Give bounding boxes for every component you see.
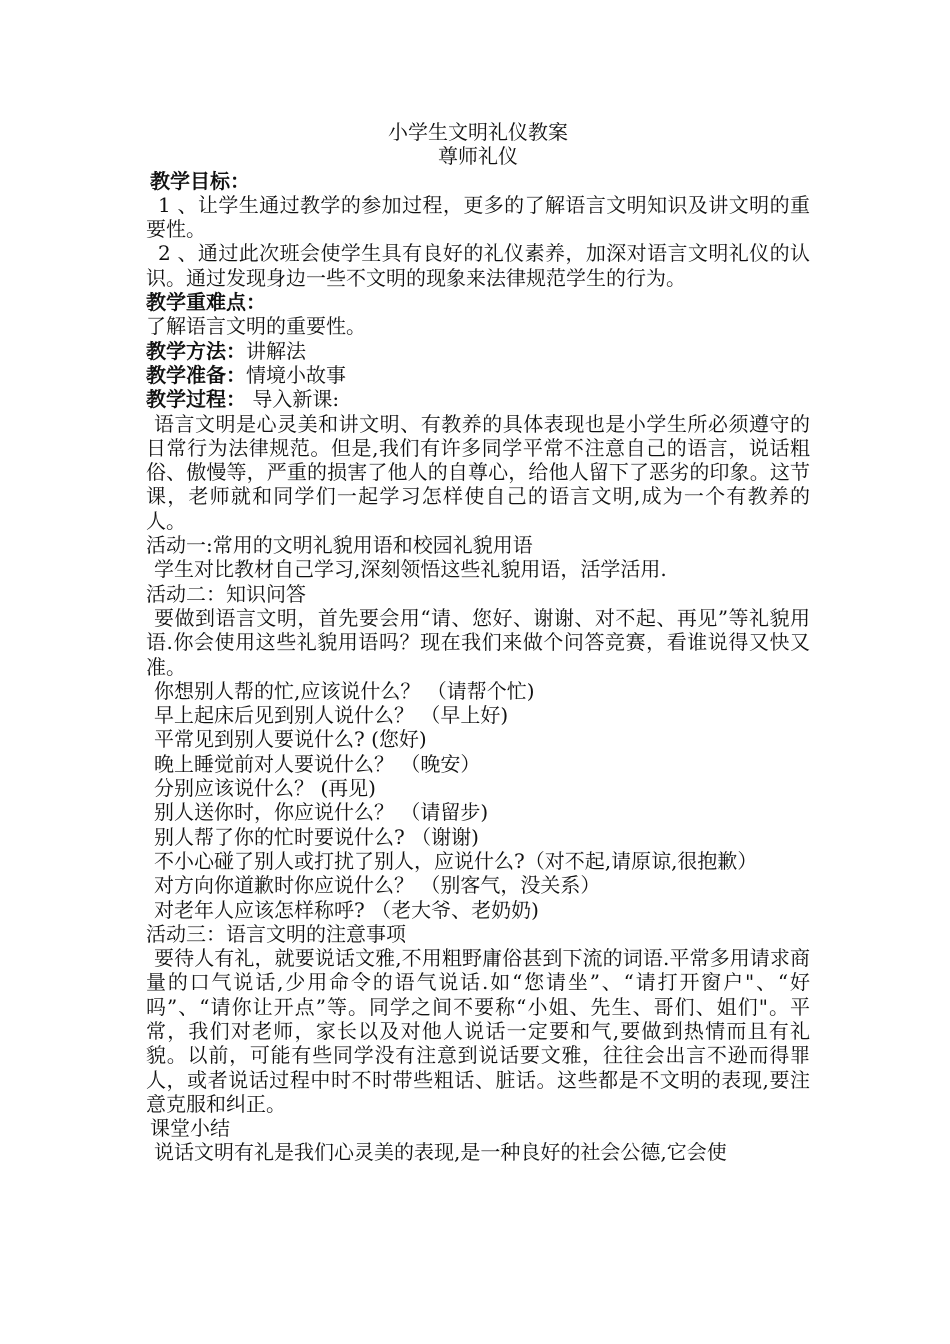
key-points-heading: 教学重难点： — [146, 290, 266, 315]
activity3-text: 要待人有礼，就要说话文雅,不用粗野庸俗甚到下流的词语.平常多用请求商量的口气说话,少用命令的语气说话.如“您请坐”、“请打开窗户"、“好吗”、“请你让开点”等。同学之间不要称“小姐、先生、哥们、姐们"。平常，我们对老师，家长以及对他人说话一定要和气,要做到热情而且有礼貌。以前，可能有些同学没有注意到说话要文雅，往往会出言不逊而得罪人，或者说话过程中时不时带些粗话、脏话。这些都是不文明的表现,要注意克服和纠正。 — [146, 946, 810, 1116]
qa-item: 不小心碰了别人或打扰了别人，应说什么?（对不起,请原谅,很抱歉） — [154, 848, 758, 873]
document-title: 小学生文明礼仪教案 — [388, 120, 568, 144]
activity2-heading: 活动二：知识问答 — [146, 581, 306, 606]
key-points-text: 了解语言文明的重要性。 — [146, 314, 366, 339]
qa-item: 早上起床后见到别人说什么？ （早上好) — [154, 703, 509, 728]
objective-1: 1 、让学生通过教学的参加过程，更多的了解语言文明知识及讲文明的重要性。 — [146, 192, 810, 242]
objectives-heading: 教学目标： — [150, 168, 250, 193]
qa-item: 分别应该说什么？ (再见) — [154, 776, 376, 801]
method-line: 教学方法：讲解法 — [146, 338, 306, 363]
activity2-text: 要做到语言文明，首先要会用“请、您好、谢谢、对不起、再见”等礼貌用语.你会使用这些礼貌用语吗？现在我们来做个问答竞赛，看谁说得又快又准。 — [146, 605, 810, 679]
activity1-heading: 活动一:常用的文明礼貌用语和校园礼貌用语 — [146, 533, 533, 558]
qa-item: 对方向你道歉时你应说什么？ （别客气，没关系） — [154, 873, 601, 898]
document-subtitle: 尊师礼仪 — [438, 144, 518, 169]
document-page — [146, 120, 810, 1165]
objective-2: 2 、通过此次班会使学生具有良好的礼仪素养，加深对语言文明礼仪的认识。通过发现身边一些不文明的现象来法律规范学生的行为。 — [146, 241, 810, 290]
qa-item: 别人帮了你的忙时要说什么? （谢谢) — [154, 824, 479, 849]
intro-paragraph: 语言文明是心灵美和讲文明、有教养的具体表现也是小学生所必须遵守的日常行为法律规范。但是,我们有许多同学平常不注意自己的语言，说话粗俗、傲慢等，严重的损害了他人的自尊心，给他人留下了恶劣的印象。这节课，老师就和同学们一起学习怎样使自己的语言文明,成为一个有教养的人。 — [146, 411, 810, 533]
qa-item: 别人送你时，你应说什么？ （请留步) — [154, 800, 489, 825]
preparation-line: 教学准备：情境小故事 — [146, 362, 346, 387]
qa-item: 平常见到别人要说什么? (您好) — [154, 727, 427, 752]
activity1-text: 学生对比教材自己学习,深刻领悟这些礼貌用语，活学活用. — [154, 557, 667, 582]
qa-item: 你想别人帮的忙,应该说什么？ （请帮个忙) — [154, 678, 535, 703]
process-line: 教学过程： 导入新课: — [146, 387, 340, 412]
activity3-heading: 活动三：语言文明的注意事项 — [146, 921, 406, 946]
qa-item: 对老年人应该怎样称呼? （老大爷、老奶奶) — [154, 897, 539, 922]
summary-heading: 课堂小结 — [150, 1116, 230, 1141]
summary-text: 说话文明有礼是我们心灵美的表现,是一种良好的社会公德,它会使 — [154, 1140, 727, 1165]
qa-item: 晚上睡觉前对人要说什么？ （晚安） — [154, 751, 481, 776]
